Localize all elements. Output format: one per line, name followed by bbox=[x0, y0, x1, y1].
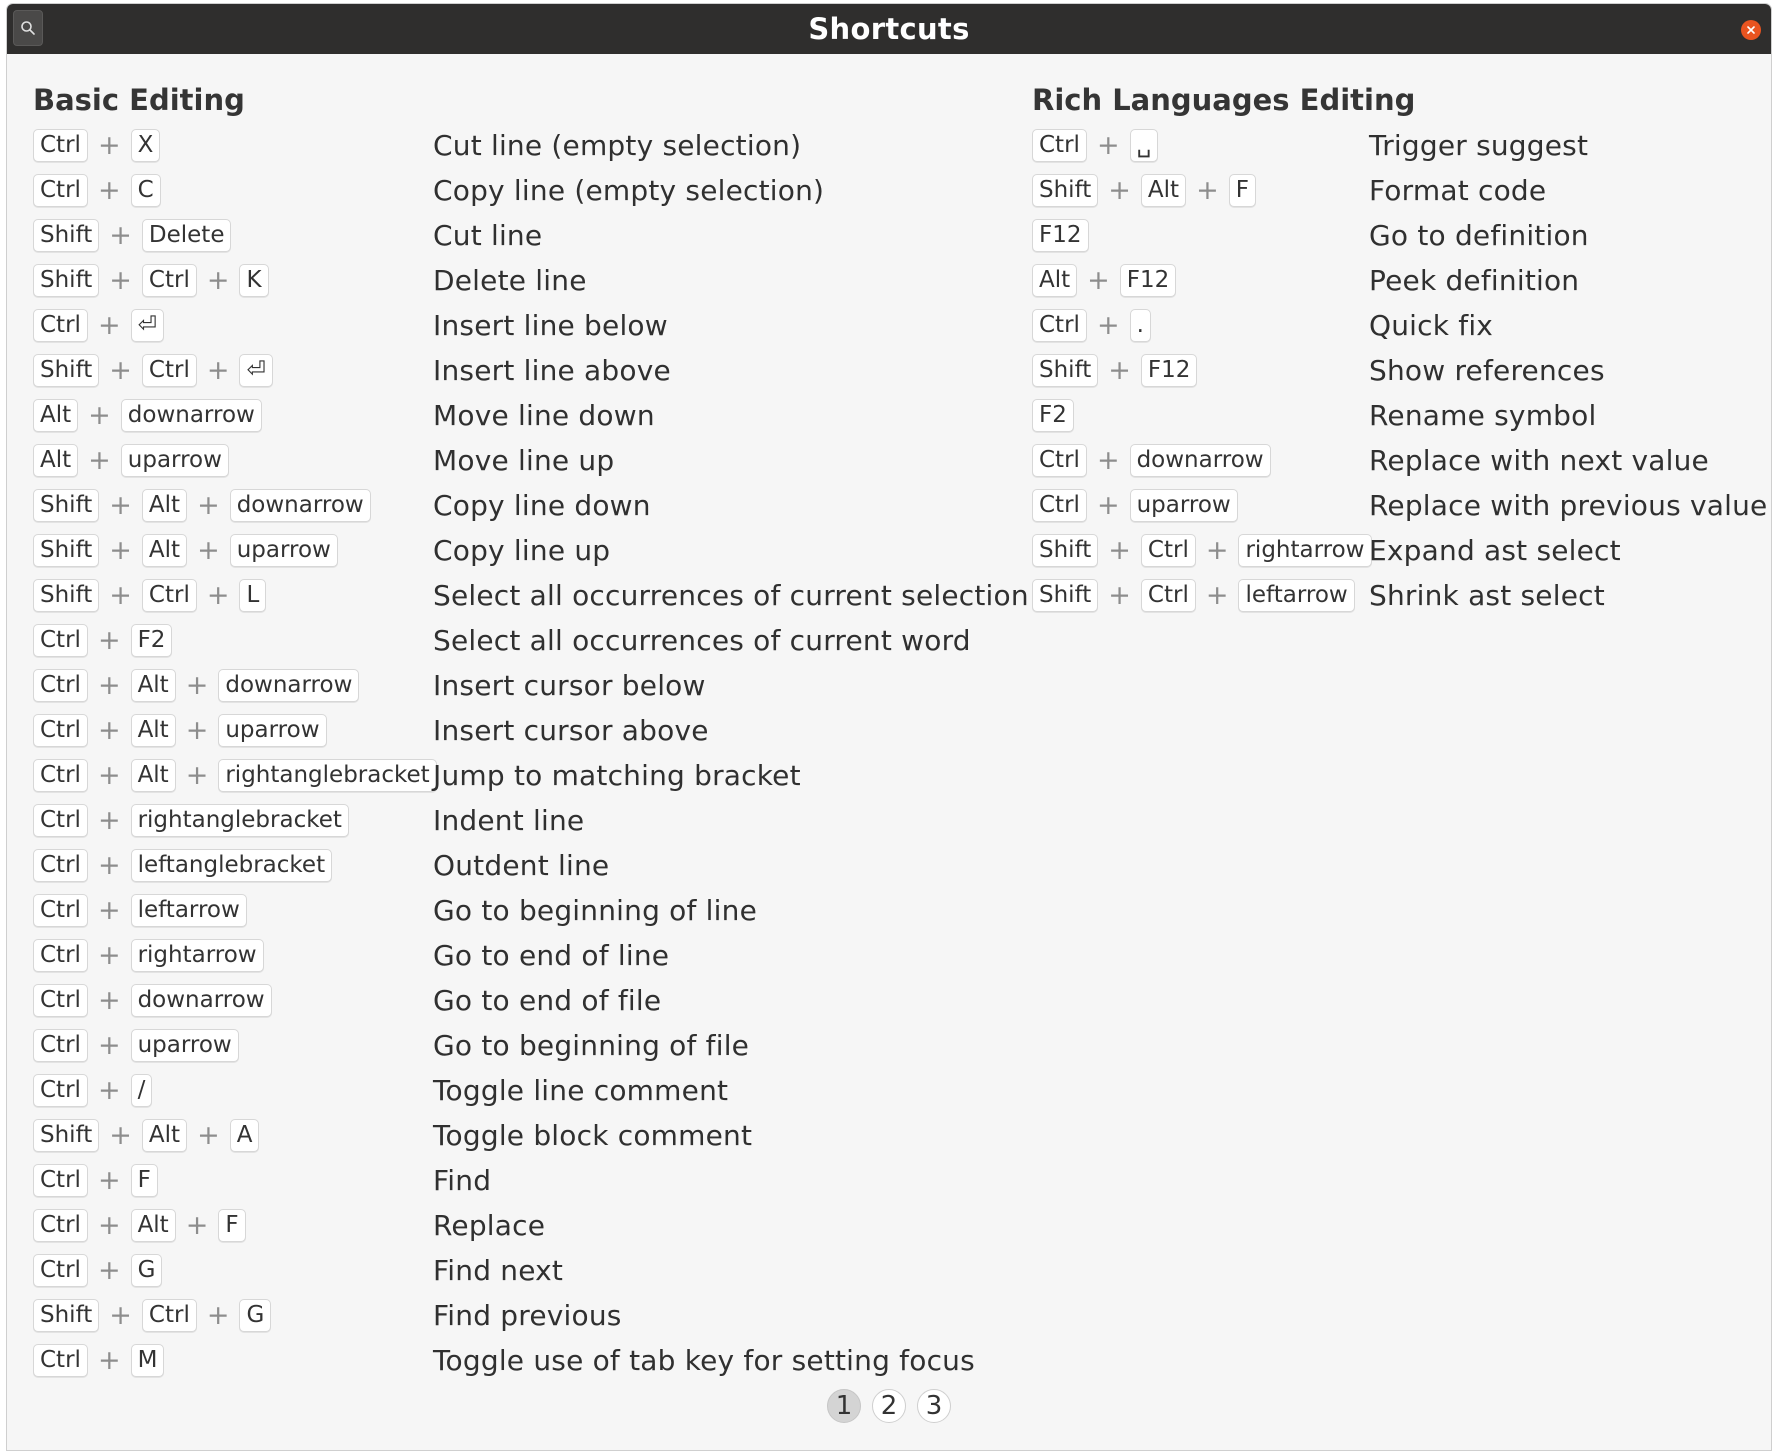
shortcut-row bbox=[33, 708, 1023, 753]
key-cap: F12 bbox=[1141, 354, 1198, 387]
key-separator: + bbox=[88, 400, 111, 431]
shortcut-description: Expand ast select bbox=[1369, 534, 1621, 567]
key-separator: + bbox=[97, 805, 121, 836]
shortcut-keys bbox=[33, 444, 433, 477]
key-cap: uparrow bbox=[1130, 489, 1238, 522]
key-cap: uparrow bbox=[131, 1029, 239, 1062]
shortcut-row bbox=[33, 1068, 1023, 1113]
section-basic-editing bbox=[33, 78, 1029, 1383]
shortcut-description: Go to beginning of file bbox=[433, 1029, 750, 1062]
key-cap: G bbox=[239, 1299, 271, 1332]
shortcut-description: Cut line (empty selection) bbox=[433, 129, 802, 162]
shortcut-keys bbox=[33, 1164, 433, 1197]
shortcut-row bbox=[33, 1023, 1023, 1068]
key-separator: + bbox=[109, 1120, 132, 1151]
key-separator: + bbox=[1096, 130, 1120, 161]
shortcut-keys bbox=[33, 984, 433, 1017]
shortcut-keys bbox=[33, 804, 433, 837]
key-separator: + bbox=[97, 1030, 121, 1061]
shortcut-row bbox=[33, 168, 1023, 213]
key-cap: Ctrl bbox=[33, 804, 88, 837]
key-cap: Alt bbox=[1032, 264, 1077, 297]
key-separator: + bbox=[206, 580, 230, 611]
shortcut-description: Toggle line comment bbox=[433, 1074, 729, 1107]
shortcut-row bbox=[33, 798, 1023, 843]
key-separator: + bbox=[1108, 175, 1131, 206]
shortcut-row bbox=[1032, 213, 1772, 258]
shortcut-description: Find next bbox=[433, 1254, 564, 1287]
shortcut-description: Go to beginning of line bbox=[433, 894, 758, 927]
shortcut-description: Trigger suggest bbox=[1369, 129, 1589, 162]
page-button-1[interactable]: 1 bbox=[827, 1389, 861, 1423]
key-cap: Ctrl bbox=[33, 1029, 88, 1062]
shortcut-row bbox=[33, 888, 1023, 933]
key-cap: A bbox=[230, 1119, 260, 1152]
shortcut-keys bbox=[33, 624, 433, 657]
key-separator: + bbox=[185, 1210, 209, 1241]
key-cap: Alt bbox=[33, 444, 78, 477]
shortcut-keys bbox=[33, 354, 433, 387]
shortcut-keys bbox=[1032, 309, 1369, 342]
pagination bbox=[7, 1389, 1771, 1423]
key-separator: + bbox=[1196, 175, 1219, 206]
key-separator: + bbox=[1096, 445, 1120, 476]
key-cap: / bbox=[131, 1074, 153, 1107]
key-cap: Ctrl bbox=[33, 939, 88, 972]
shortcut-row bbox=[33, 528, 1023, 573]
shortcut-row bbox=[1032, 123, 1772, 168]
key-cap: rightanglebracket bbox=[131, 804, 349, 837]
key-cap: Ctrl bbox=[33, 714, 88, 747]
shortcut-row bbox=[33, 663, 1023, 708]
key-cap: Ctrl bbox=[1032, 489, 1087, 522]
key-cap: ␣ bbox=[1130, 129, 1159, 162]
key-separator: + bbox=[97, 1255, 121, 1286]
key-cap: Shift bbox=[33, 534, 99, 567]
key-cap: Ctrl bbox=[1032, 444, 1087, 477]
shortcut-row bbox=[33, 1338, 1023, 1383]
shortcut-description: Toggle use of tab key for setting focus bbox=[433, 1344, 975, 1377]
key-cap: Shift bbox=[33, 1299, 99, 1332]
key-separator: + bbox=[1087, 265, 1110, 296]
key-cap: Ctrl bbox=[33, 1074, 88, 1107]
key-cap: Ctrl bbox=[33, 984, 88, 1017]
shortcut-row bbox=[1032, 528, 1772, 573]
shortcut-description: Replace with next value bbox=[1369, 444, 1709, 477]
key-separator: + bbox=[1108, 535, 1131, 566]
shortcut-keys bbox=[33, 399, 433, 432]
shortcut-keys bbox=[33, 579, 433, 612]
key-separator: + bbox=[97, 1075, 121, 1106]
shortcut-keys bbox=[1032, 354, 1369, 387]
shortcut-row bbox=[33, 1113, 1023, 1158]
shortcut-row bbox=[1032, 168, 1772, 213]
key-separator: + bbox=[109, 220, 132, 251]
key-separator: + bbox=[206, 355, 230, 386]
key-cap: Alt bbox=[142, 534, 187, 567]
key-cap: Ctrl bbox=[142, 354, 197, 387]
key-cap: Ctrl bbox=[33, 894, 88, 927]
key-separator: + bbox=[97, 1165, 121, 1196]
shortcut-description: Move line up bbox=[433, 444, 615, 477]
key-cap: ⏎ bbox=[239, 354, 272, 387]
key-cap: F bbox=[218, 1209, 245, 1242]
key-separator: + bbox=[185, 670, 209, 701]
shortcut-description: Delete line bbox=[433, 264, 587, 297]
shortcut-description: Shrink ast select bbox=[1369, 579, 1605, 612]
shortcut-keys bbox=[33, 1299, 433, 1332]
shortcut-row bbox=[33, 123, 1023, 168]
shortcut-description: Find previous bbox=[433, 1299, 622, 1332]
key-cap: Ctrl bbox=[33, 759, 88, 792]
key-cap: uparrow bbox=[218, 714, 326, 747]
shortcut-keys bbox=[33, 1029, 433, 1062]
shortcut-row bbox=[1032, 573, 1772, 618]
key-cap: rightarrow bbox=[131, 939, 264, 972]
shortcut-keys bbox=[33, 1254, 433, 1287]
shortcut-description: Toggle block comment bbox=[433, 1119, 753, 1152]
key-separator: + bbox=[97, 850, 121, 881]
key-separator: + bbox=[109, 580, 132, 611]
shortcut-description: Format code bbox=[1369, 174, 1547, 207]
shortcut-row bbox=[33, 258, 1023, 303]
key-separator: + bbox=[109, 1300, 132, 1331]
shortcut-row bbox=[1032, 393, 1772, 438]
shortcut-row bbox=[1032, 348, 1772, 393]
close-icon bbox=[1746, 25, 1756, 35]
shortcut-keys bbox=[33, 1209, 433, 1242]
shortcut-description: Replace bbox=[433, 1209, 546, 1242]
shortcut-row bbox=[33, 438, 1023, 483]
key-separator: + bbox=[97, 310, 121, 341]
key-cap: Delete bbox=[142, 219, 232, 252]
key-separator: + bbox=[97, 715, 121, 746]
key-cap: Ctrl bbox=[1141, 579, 1196, 612]
shortcut-row bbox=[33, 843, 1023, 888]
key-cap: Ctrl bbox=[142, 264, 197, 297]
shortcut-keys bbox=[1032, 129, 1369, 162]
key-cap: Shift bbox=[33, 1119, 99, 1152]
shortcut-row bbox=[33, 753, 1023, 798]
key-separator: + bbox=[1205, 580, 1229, 611]
shortcut-description: Show references bbox=[1369, 354, 1605, 387]
key-cap: Shift bbox=[1032, 174, 1098, 207]
key-cap: K bbox=[239, 264, 268, 297]
key-cap: F2 bbox=[131, 624, 173, 657]
shortcut-row bbox=[1032, 303, 1772, 348]
key-cap: L bbox=[239, 579, 266, 612]
shortcut-keys bbox=[1032, 174, 1369, 207]
key-cap: Ctrl bbox=[33, 1164, 88, 1197]
key-cap: Ctrl bbox=[33, 1254, 88, 1287]
key-cap: Ctrl bbox=[1032, 129, 1087, 162]
shortcut-row bbox=[33, 978, 1023, 1023]
shortcut-description: Insert cursor above bbox=[433, 714, 709, 747]
key-separator: + bbox=[1096, 310, 1120, 341]
shortcut-description: Select all occurrences of current selection bbox=[433, 579, 1029, 612]
key-cap: Ctrl bbox=[33, 1344, 88, 1377]
key-cap: leftanglebracket bbox=[131, 849, 333, 882]
shortcut-row bbox=[33, 213, 1023, 258]
shortcut-keys bbox=[33, 1074, 433, 1107]
key-cap: M bbox=[131, 1344, 165, 1377]
shortcut-keys bbox=[33, 1119, 433, 1152]
key-separator: + bbox=[97, 625, 121, 656]
shortcut-keys bbox=[33, 489, 433, 522]
shortcut-description: Quick fix bbox=[1369, 309, 1494, 342]
page-button-3[interactable]: 3 bbox=[917, 1389, 951, 1423]
key-separator: + bbox=[97, 760, 121, 791]
shortcut-description: Rename symbol bbox=[1369, 399, 1597, 432]
shortcut-list bbox=[33, 123, 1029, 1383]
shortcut-keys bbox=[33, 174, 433, 207]
shortcut-row bbox=[33, 348, 1023, 393]
key-cap: Alt bbox=[131, 1209, 176, 1242]
close-button[interactable] bbox=[1741, 20, 1761, 40]
key-cap: F12 bbox=[1120, 264, 1177, 297]
key-separator: + bbox=[88, 445, 111, 476]
shortcut-description: Jump to matching bracket bbox=[433, 759, 801, 792]
key-cap: Alt bbox=[131, 714, 176, 747]
shortcut-description: Outdent line bbox=[433, 849, 610, 882]
key-separator: + bbox=[185, 715, 209, 746]
key-separator: + bbox=[109, 265, 132, 296]
window-title: Shortcuts bbox=[808, 12, 970, 46]
key-cap: Shift bbox=[1032, 534, 1098, 567]
key-cap: Ctrl bbox=[1032, 309, 1087, 342]
shortcut-keys bbox=[33, 534, 433, 567]
shortcut-description: Copy line (empty selection) bbox=[433, 174, 825, 207]
key-cap: Ctrl bbox=[33, 309, 88, 342]
key-cap: Ctrl bbox=[33, 1209, 88, 1242]
shortcut-keys bbox=[33, 849, 433, 882]
key-cap: Shift bbox=[33, 579, 99, 612]
key-separator: + bbox=[1096, 490, 1120, 521]
shortcut-keys bbox=[1032, 489, 1369, 522]
key-cap: Shift bbox=[1032, 579, 1098, 612]
key-cap: Ctrl bbox=[33, 129, 88, 162]
key-separator: + bbox=[97, 940, 121, 971]
key-cap: rightanglebracket bbox=[218, 759, 436, 792]
key-cap: downarrow bbox=[1130, 444, 1271, 477]
key-cap: leftarrow bbox=[131, 894, 247, 927]
shortcut-keys bbox=[1032, 399, 1369, 432]
key-cap: rightarrow bbox=[1238, 534, 1371, 567]
key-cap: Alt bbox=[142, 1119, 187, 1152]
shortcut-keys bbox=[33, 669, 433, 702]
shortcut-description: Select all occurrences of current word bbox=[433, 624, 971, 657]
shortcut-row bbox=[33, 393, 1023, 438]
key-cap: uparrow bbox=[230, 534, 338, 567]
shortcut-description: Go to end of line bbox=[433, 939, 670, 972]
key-separator: + bbox=[97, 895, 121, 926]
shortcut-description: Insert line below bbox=[433, 309, 668, 342]
section-rich-languages-editing bbox=[1032, 78, 1772, 618]
shortcut-list bbox=[1032, 123, 1772, 618]
shortcut-keys bbox=[33, 714, 433, 747]
page-button-2[interactable]: 2 bbox=[872, 1389, 906, 1423]
shortcut-description: Find bbox=[433, 1164, 492, 1197]
key-cap: Ctrl bbox=[33, 174, 88, 207]
titlebar bbox=[7, 4, 1771, 54]
shortcut-row bbox=[33, 1203, 1023, 1248]
shortcut-row bbox=[33, 573, 1029, 618]
key-cap: F bbox=[131, 1164, 158, 1197]
shortcut-description: Move line down bbox=[433, 399, 655, 432]
key-separator: + bbox=[206, 1300, 230, 1331]
key-separator: + bbox=[97, 175, 121, 206]
shortcut-row bbox=[33, 618, 1023, 663]
key-cap: downarrow bbox=[131, 984, 272, 1017]
key-separator: + bbox=[97, 985, 121, 1016]
key-cap: X bbox=[131, 129, 161, 162]
key-separator: + bbox=[1108, 355, 1131, 386]
shortcut-keys bbox=[33, 309, 433, 342]
key-cap: uparrow bbox=[121, 444, 229, 477]
key-separator: + bbox=[97, 130, 121, 161]
key-cap: . bbox=[1130, 309, 1151, 342]
shortcut-description: Replace with previous value bbox=[1369, 489, 1768, 522]
section-title: Basic Editing bbox=[33, 83, 245, 117]
key-cap: F bbox=[1229, 174, 1256, 207]
shortcut-description: Copy line up bbox=[433, 534, 611, 567]
shortcut-keys bbox=[1032, 264, 1369, 297]
shortcut-keys bbox=[1032, 219, 1369, 252]
shortcut-keys bbox=[1032, 579, 1369, 612]
key-cap: Ctrl bbox=[33, 849, 88, 882]
search-icon bbox=[20, 20, 36, 36]
search-button[interactable] bbox=[13, 10, 43, 46]
key-cap: downarrow bbox=[218, 669, 359, 702]
key-separator: + bbox=[97, 1345, 121, 1376]
key-cap: Shift bbox=[33, 264, 99, 297]
key-cap: downarrow bbox=[230, 489, 371, 522]
shortcut-keys bbox=[33, 219, 433, 252]
shortcut-row bbox=[33, 1293, 1023, 1338]
key-cap: Ctrl bbox=[1141, 534, 1196, 567]
shortcut-description: Cut line bbox=[433, 219, 543, 252]
key-cap: leftarrow bbox=[1238, 579, 1354, 612]
key-separator: + bbox=[197, 490, 220, 521]
shortcut-row bbox=[33, 1158, 1023, 1203]
shortcut-keys bbox=[1032, 534, 1369, 567]
key-separator: + bbox=[109, 355, 132, 386]
shortcut-description: Indent line bbox=[433, 804, 585, 837]
shortcuts-content bbox=[7, 54, 1771, 1451]
key-cap: C bbox=[131, 174, 161, 207]
key-cap: Shift bbox=[33, 354, 99, 387]
key-cap: Shift bbox=[33, 489, 99, 522]
shortcut-description: Copy line down bbox=[433, 489, 651, 522]
shortcut-row bbox=[1032, 438, 1772, 483]
shortcut-row bbox=[1032, 258, 1772, 303]
shortcut-keys bbox=[33, 939, 433, 972]
key-cap: Alt bbox=[33, 399, 78, 432]
key-cap: F2 bbox=[1032, 399, 1074, 432]
shortcut-row bbox=[33, 1248, 1023, 1293]
key-separator: + bbox=[197, 1120, 220, 1151]
key-separator: + bbox=[197, 535, 220, 566]
key-cap: ⏎ bbox=[131, 309, 164, 342]
shortcut-row bbox=[1032, 483, 1772, 528]
shortcut-keys bbox=[33, 1344, 433, 1377]
key-cap: Alt bbox=[131, 759, 176, 792]
key-cap: Ctrl bbox=[33, 624, 88, 657]
key-cap: Ctrl bbox=[33, 669, 88, 702]
section-title: Rich Languages Editing bbox=[1032, 83, 1416, 117]
key-cap: Shift bbox=[1032, 354, 1098, 387]
shortcut-keys bbox=[33, 264, 433, 297]
shortcut-description: Go to end of file bbox=[433, 984, 662, 1017]
shortcut-description: Peek definition bbox=[1369, 264, 1580, 297]
key-cap: Alt bbox=[131, 669, 176, 702]
shortcut-description: Insert cursor below bbox=[433, 669, 706, 702]
key-separator: + bbox=[109, 535, 132, 566]
key-separator: + bbox=[109, 490, 132, 521]
key-cap: G bbox=[131, 1254, 163, 1287]
key-cap: F12 bbox=[1032, 219, 1089, 252]
shortcut-description: Insert line above bbox=[433, 354, 671, 387]
key-cap: Shift bbox=[33, 219, 99, 252]
key-cap: Alt bbox=[142, 489, 187, 522]
shortcut-keys bbox=[33, 894, 433, 927]
key-cap: Alt bbox=[1141, 174, 1186, 207]
key-separator: + bbox=[97, 670, 121, 701]
key-separator: + bbox=[97, 1210, 121, 1241]
key-separator: + bbox=[185, 760, 209, 791]
shortcut-description: Go to definition bbox=[1369, 219, 1589, 252]
shortcut-row bbox=[33, 933, 1023, 978]
key-cap: Ctrl bbox=[142, 579, 197, 612]
key-cap: Ctrl bbox=[142, 1299, 197, 1332]
shortcut-row bbox=[33, 303, 1023, 348]
shortcut-keys bbox=[1032, 444, 1369, 477]
shortcut-keys bbox=[33, 129, 433, 162]
key-separator: + bbox=[1108, 580, 1131, 611]
shortcut-row bbox=[33, 483, 1023, 528]
shortcuts-window bbox=[6, 3, 1772, 1451]
key-separator: + bbox=[1205, 535, 1229, 566]
shortcut-keys bbox=[33, 759, 433, 792]
key-cap: downarrow bbox=[121, 399, 262, 432]
key-separator: + bbox=[206, 265, 230, 296]
